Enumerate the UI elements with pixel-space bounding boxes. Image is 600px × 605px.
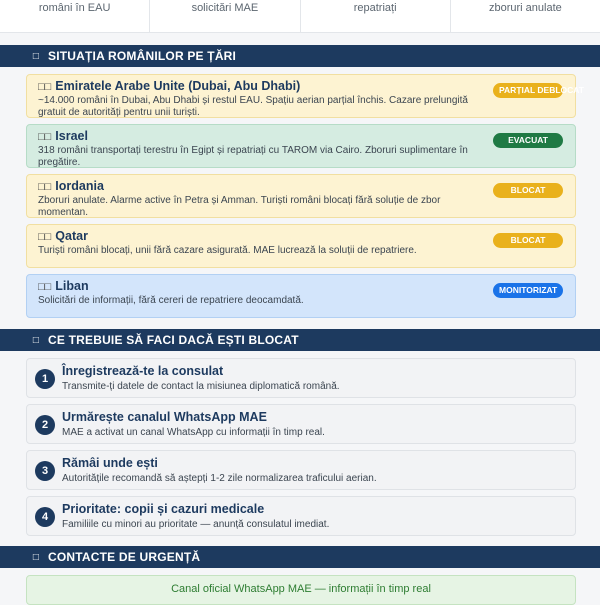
country-card-uae[interactable] (26, 74, 584, 118)
country-description: ~14.000 români în Dubai, Abu Dhabi și restul EAU. Spațiu aerian parțial închis. Cazare prelungită gratuit de autorități pentru unii turiști. (38, 95, 468, 118)
stat-repatriated: repatriați (301, 0, 451, 32)
flag-icon: □□ (38, 231, 52, 243)
step-title: Înregistrează-te la consulat (62, 364, 224, 378)
status-badge: MONITORIZAT (493, 283, 563, 298)
phone-icon: □ (32, 551, 40, 563)
section-header-steps (0, 329, 600, 351)
country-description: 318 români transportați terestru în Egipt și repatriați cu TAROM via Cairo. Zboruri suplimentare în pregătire. (38, 145, 468, 168)
step-number: 3 (35, 461, 55, 481)
status-badge: PARȚIAL DEBLOCAT (493, 83, 563, 98)
country-card-jordan[interactable] (26, 174, 576, 218)
country-name: Emiratele Arabe Unite (Dubai, Abu Dhabi) (55, 79, 301, 93)
step-text: Autoritățile recomandă să aștepți 1-2 zile normalizarea traficului aerian. (62, 473, 377, 484)
step-number: 1 (35, 369, 55, 389)
section-title: CONTACTE DE URGENȚĂ (48, 550, 201, 564)
country-description: Solicitări de informații, fără cereri de repatriere deocamdată. (38, 295, 304, 306)
status-badge: BLOCAT (493, 233, 563, 248)
step-title: Rămâi unde ești (62, 456, 158, 470)
section-header-contacts (0, 546, 600, 568)
step-item-2 (26, 404, 576, 444)
section-title: CE TREBUIE SĂ FACI DACĂ EȘTI BLOCAT (48, 333, 299, 347)
step-item-3 (26, 450, 576, 490)
country-card-israel[interactable] (26, 124, 576, 168)
stat-cancelled-flights: zboruri anulate (488, 2, 562, 14)
step-item-1 (26, 358, 576, 398)
step-number: 4 (35, 507, 55, 527)
status-badge: EVACUAT (493, 133, 563, 148)
stat-romanians-uae: români în EAU (0, 0, 150, 32)
step-text: MAE a activat un canal WhatsApp cu informații în timp real. (62, 427, 325, 438)
globe-icon: □ (32, 50, 40, 62)
info-icon: □ (32, 334, 40, 346)
step-title: Prioritate: copii și cazuri medicale (62, 502, 265, 516)
country-card-lebanon[interactable] (26, 274, 576, 318)
country-description: Turiști români blocați, unii fără cazare asigurată. MAE lucrează la soluții de repatriere. (38, 245, 417, 256)
country-name: Qatar (55, 229, 88, 243)
flag-icon: □□ (38, 81, 52, 93)
step-text: Familiile cu minori au prioritate — anunță consulatul imediat. (62, 519, 330, 530)
section-title: SITUAȚIA ROMÂNILOR PE ȚĂRI (48, 49, 237, 63)
flag-icon: □□ (38, 281, 52, 293)
country-description: Zboruri anulate. Alarme active în Petra și Amman. Turiști români blocați fără soluție de zbor momentan. (38, 195, 441, 218)
step-title: Urmărește canalul WhatsApp MAE (62, 410, 267, 424)
stat-mae-requests: solicitări MAE (150, 0, 300, 32)
country-card-qatar[interactable] (26, 224, 576, 268)
stats-row (0, 0, 600, 33)
country-name: Israel (55, 129, 88, 143)
country-name: Iordania (55, 179, 104, 193)
step-item-4 (26, 496, 576, 536)
flag-icon: □□ (38, 131, 52, 143)
step-text: Transmite-ți datele de contact la misiunea diplomatică română. (62, 381, 340, 392)
country-name: Liban (55, 279, 89, 293)
section-header-countries (0, 45, 600, 67)
status-badge: BLOCAT (493, 183, 563, 198)
step-number: 2 (35, 415, 55, 435)
whatsapp-channel-link[interactable]: Canal oficial WhatsApp MAE — informații în timp real (26, 575, 576, 605)
flag-icon: □□ (38, 181, 52, 193)
